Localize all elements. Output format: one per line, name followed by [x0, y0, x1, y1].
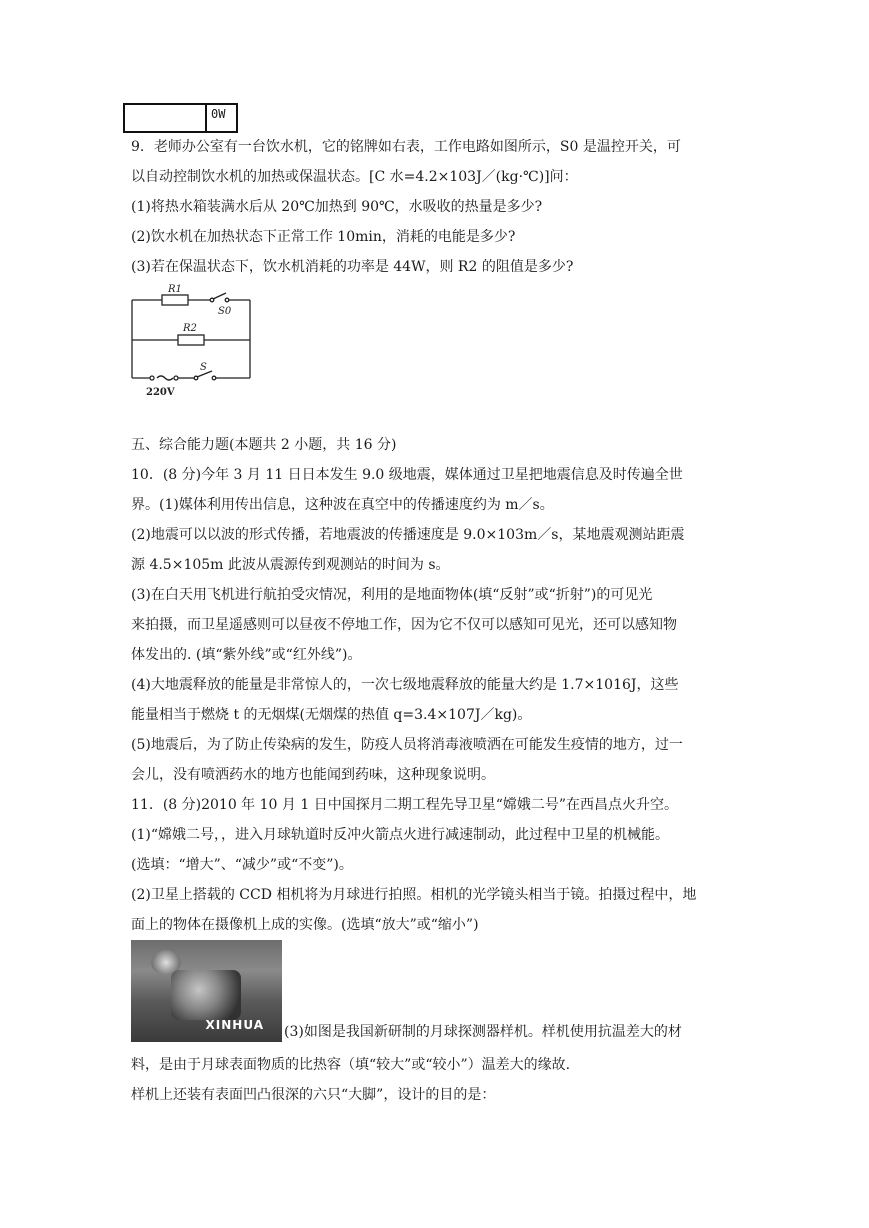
q9-sub2: (2)饮水机在加热状态下正常工作 10min，消耗的电能是多少? [131, 229, 516, 245]
lunar-rover-photo [131, 940, 282, 1042]
q9-sub1: (1)将热水箱装满水后从 20℃加热到 90℃，水吸收的热量是多少? [131, 199, 543, 215]
q9-stem-line1: 9．老师办公室有一台饮水机，它的铭牌如右表，工作电路如图所示，S0 是温控开关，可 [131, 139, 681, 155]
q10-line8: (4)大地震释放的能量是非常惊人的，一次七级地震释放的能量大约是 1.7×1016J，这些 [131, 677, 679, 693]
q11-line7: 料，是由于月球表面物质的比热容（填“较大”或“较小”）温差大的缘故. [131, 1057, 571, 1073]
q11-line6: (3)如图是我国新研制的月球探测器样机。样机使用抗温差大的材 [284, 1024, 682, 1040]
table-cell-empty [125, 105, 207, 131]
circuit-diagram [126, 284, 256, 399]
label-voltage: 220V [146, 387, 175, 398]
q10-line11: 会儿，没有喷洒药水的地方也能闻到药味，这种现象说明。 [131, 767, 495, 783]
q10-line4: 源 4.5×105m 此波从震源传到观测站的时间为 s。 [131, 557, 450, 573]
q10-line7: 体发出的. (填“紫外线”或“红外线”)。 [131, 647, 362, 663]
q11-line5: 面上的物体在摄像机上成的实像。(选填“放大”或“缩小”) [131, 917, 479, 933]
q10-line6: 来拍摄，而卫星遥感则可以昼夜不停地工作，因为它不仅可以感知可见光，还可以感知物 [131, 617, 677, 633]
q10-line9: 能量相当于燃烧 t 的无烟煤(无烟煤的热值 q=3.4×107J／kg)。 [131, 707, 532, 723]
q10-line10: (5)地震后，为了防止传染病的发生，防疫人员将消毒液喷洒在可能发生疫情的地方，过一 [131, 737, 683, 753]
q9-stem-line2: 以自动控制饮水机的加热或保温状态。[C 水=4.2×103J／(kg·℃)]问： [131, 169, 578, 185]
label-r2: R2 [183, 323, 197, 334]
q11-line4: (2)卫星上搭载的 CCD 相机将为月球进行拍照。相机的光学镜头相当于镜。拍摄过程中，地 [131, 887, 697, 903]
q10-line1: 10．(8 分)今年 3 月 11 日日本发生 9.0 级地震，媒体通过卫星把地震信息及时传遍全世 [131, 467, 683, 483]
switch-s0 [213, 293, 226, 299]
label-r1: R1 [168, 284, 182, 295]
q11-line1: 11．(8 分)2010 年 10 月 1 日中国探月二期工程先导卫星“嫦娥二号”在西昌点火升空。 [131, 797, 679, 813]
ac-source [157, 376, 173, 380]
q9-sub3: (3)若在保温状态下，饮水机消耗的功率是 44W，则 R2 的阻值是多少? [131, 259, 574, 275]
q11-line8: 样机上还装有表面凹凸很深的六只“大脚”，设计的目的是： [131, 1087, 496, 1103]
resistor-r2 [178, 335, 204, 345]
label-s: S [200, 362, 207, 373]
q11-line3: (选填：“增大”、“减少”或“不变”)。 [131, 857, 353, 873]
q10-line5: (3)在白天用飞机进行航拍受灾情况，利用的是地面物体(填“反射”或“折射”)的可见光 [131, 587, 653, 603]
photo-rover [171, 970, 241, 1020]
q10-line2: 界。(1)媒体利用传出信息，这种波在真空中的传播速度约为 m／s。 [131, 497, 554, 513]
q11-line2: (1)“嫦娥二号，，进入月球轨道时反冲火箭点火进行减速制动，此过程中卫星的机械能。 [131, 827, 669, 843]
q10-line3: (2)地震可以以波的形式传播，若地震波的传播速度是 9.0×103m／s，某地震观测站距震 [131, 527, 685, 543]
table-cell-value: 0W [211, 107, 226, 121]
label-s0: S0 [218, 306, 232, 317]
photo-watermark: XINHUA [205, 1018, 264, 1032]
section5-title: 五、综合能力题(本题共 2 小题，共 16 分) [131, 437, 397, 453]
nameplate-table-fragment [123, 103, 238, 133]
resistor-r1 [162, 295, 188, 305]
